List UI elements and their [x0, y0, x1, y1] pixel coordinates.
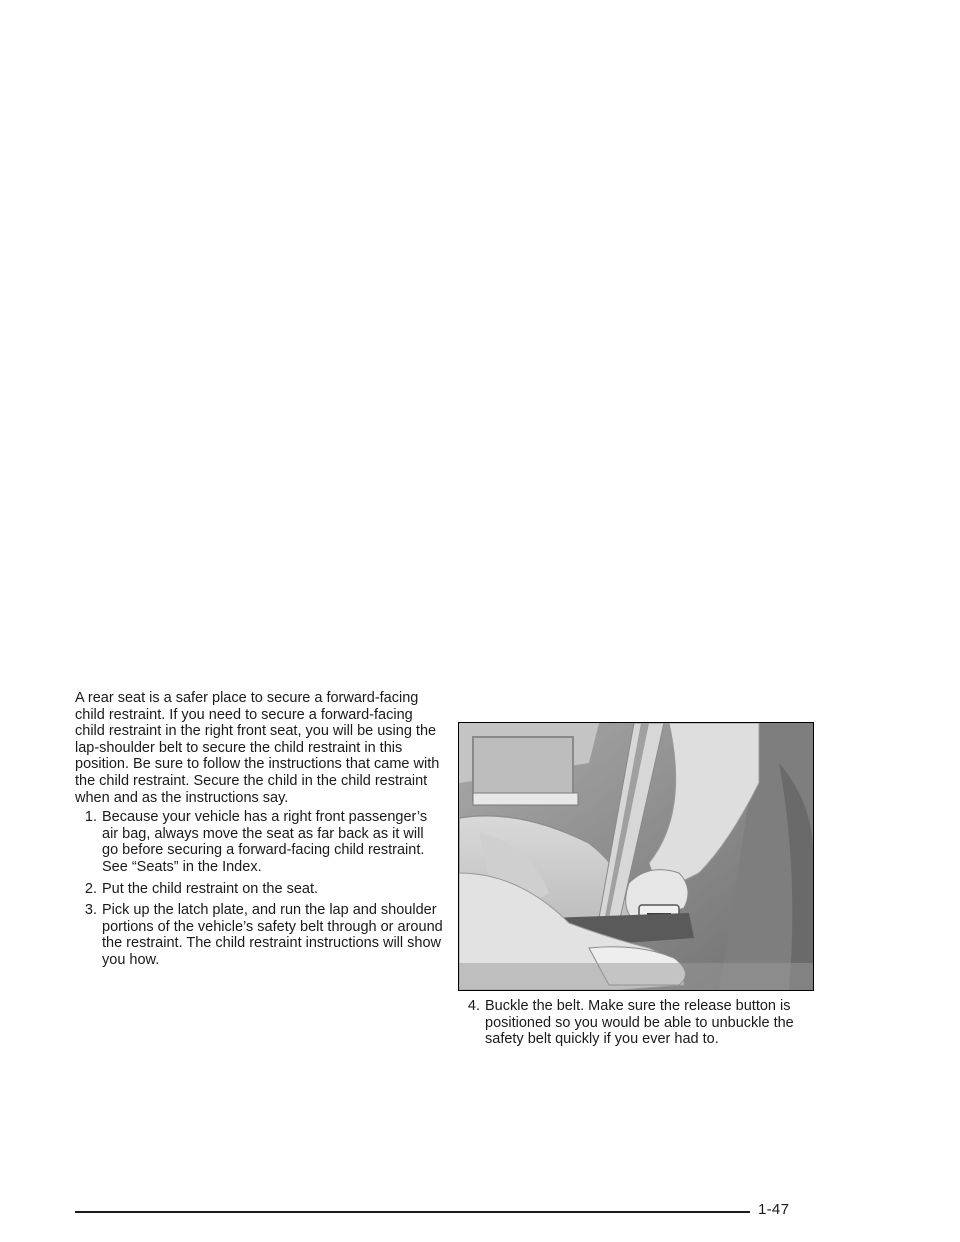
door-pocket-rim [473, 793, 578, 805]
page-number: 1-47 [758, 1201, 790, 1218]
step-1 [75, 809, 443, 875]
step-3-text: Pick up the latch plate, and run the lap and shoulder portions of the vehicle’s safety belt through or around the restraint. The child restraint instructions will show you how. [102, 902, 443, 968]
left-column [75, 690, 443, 974]
step-1-number: 1. [84, 809, 97, 826]
intro-paragraph: A rear seat is a safer place to secure a forward-facing child restraint. If you need to secure a forward-facing child restraint in the right front seat, you will be using the lap-shoulder belt to secure the child restraint in this position. Be sure to follow the instructions that came with the child restraint. Secure the child in the child restraint when and as the instructions say. [75, 690, 440, 806]
step-2-number: 2. [84, 880, 97, 897]
seat-belt-drawing [459, 723, 813, 990]
right-column [458, 722, 814, 1048]
step-3 [75, 902, 443, 968]
step-4-text: Buckle the belt. Make sure the release button is positioned so you would be able to unbuckle the safety belt quickly if you ever had to. [485, 998, 794, 1048]
steps-list [75, 809, 443, 968]
seat-belt-illustration [458, 722, 814, 991]
step-4 [458, 998, 814, 1048]
door-pocket [473, 737, 573, 801]
step-3-number: 3. [84, 902, 97, 919]
step-2 [75, 881, 443, 898]
footer-rule [75, 1211, 750, 1213]
step-2-text: Put the child restraint on the seat. [102, 880, 319, 897]
step-1-text: Because your vehicle has a right front passenger’s air bag, always move the seat as far back as it will go before securing a forward-facing child restraint. See “Seats” in the Index. [102, 809, 428, 875]
seat-cushion [459, 963, 813, 990]
step-4-number: 4. [467, 998, 480, 1014]
